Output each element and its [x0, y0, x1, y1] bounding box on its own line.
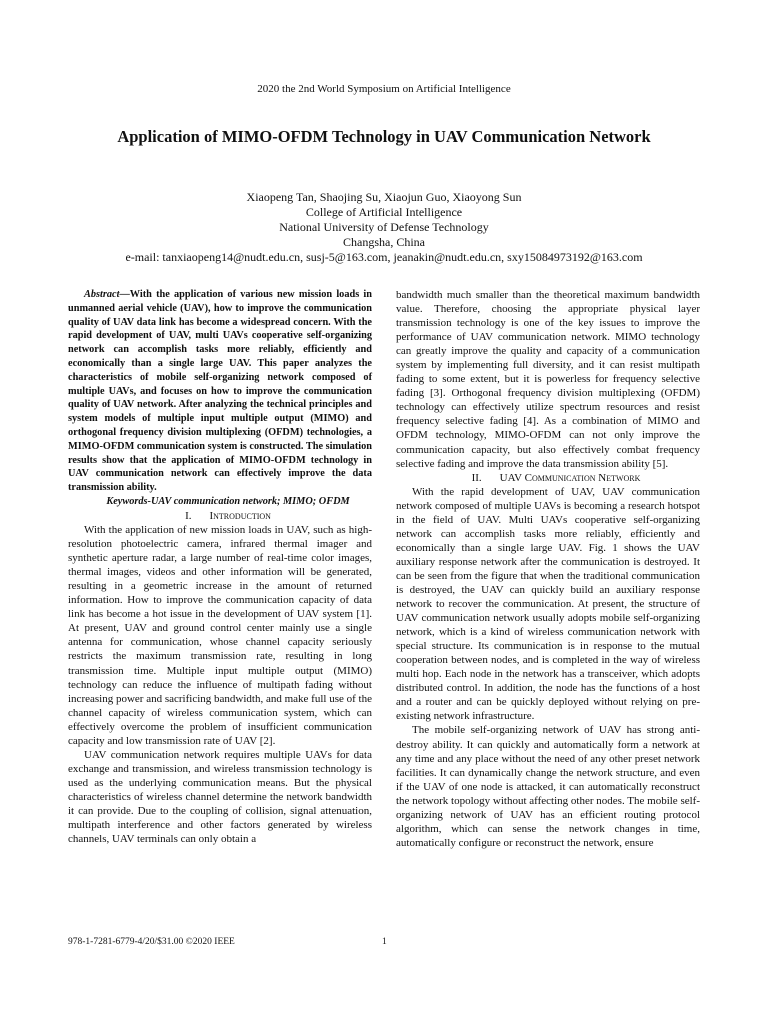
intro-paragraph-3: bandwidth much smaller than the theoretical maximum bandwidth value. Therefore, choosing the appropriate physical layer transmission technology is one of the key issues to improve the performance of UAV communication network. MIMO technology can greatly improve the quality and capacity of a communication system by implementing full diversity, and it can resist multipath fading to some extent, but it is powerless for frequency selective fading [3]. Orthogonal frequency division multiplexing (OFDM) technology can effectively utilize spectrum resources and resist frequency selective fading [4]. As a combination of MIMO and OFDM technology, MIMO-OFDM can not only improve the communication capacity, but also effectively combat frequency selective fading and improve the data transmission ability [5].: [396, 289, 700, 470]
keywords: Keywords-UAV communication network; MIMO; OFDM: [106, 495, 350, 507]
conference-name: 2020 the 2nd World Symposium on Artificial Intelligence: [257, 83, 511, 95]
network-paragraph-2: The mobile self-organizing network of UAV has strong anti-destroy ability. It can quickly and automatically form a network at any time and any place without the need of any other preset network facilities. It can dynamically change the network structure, and even if the UAV of one node is attacked, it can automatically reconstruct the network topology without affecting other nodes. The mobile self-organizing network of UAV has an efficient routing protocol algorithm, which can sense the network changes in time, automatically configure or reconstruct the network, ensure: [396, 724, 700, 849]
section-number: II.: [471, 471, 482, 484]
abstract-body: With the application of various new mission loads in unmanned aerial vehicle (UAV), how to improve the communication quality of UAV data link has become a widespread concern. With the rapid development of UAV, multi UAVs cooperative self-organizing network can accomplish tasks more reliably, efficiently and economically than a single large UAV. This paper analyzes the characteristics of mobile self-organizing network composed of multiple UAVs, and focuses on how to improve the communication quality of UAV network. After analyzing the technical principles and system models of multiple input multiple output (MIMO) and orthogonal frequency division multiplexing (OFDM) technologies, a MIMO-OFDM communication system is constructed. The simulation results show that the application of MIMO-OFDM technology in UAV communication network can effectively improve the data transmission ability.: [68, 289, 372, 494]
section-heading-introduction: [68, 509, 372, 523]
affiliation-college: College of Artificial Intelligence: [305, 205, 463, 219]
section-title: Introduction: [209, 510, 271, 522]
section-heading-uav-network: [396, 471, 700, 485]
intro-paragraph-1: With the application of new mission loads in UAV, such as high-resolution photoelectric camera, infrared thermal imager and synthetic aperture radar, a large number of real-time color images, thermal images, videos and other information will be generated, resulting in a geometric increase in the amount of returned information. How to improve the communication capacity of data link has become a hot issue in the development of UAV system [1]. At present, UAV and ground control center mainly use a single antenna for communication, whose channel capacity seriously restricts the maximum transmission rate, resulting in long transmission time. Multiple input multiple output (MIMO) technology can reduce the influence of multipath fading without increasing power and sacrificing bandwidth, and make full use of the channel capacity of wireless communication system, which can effectively overcome the problem of insufficient communication capacity and low transmission rate of UAV [2].: [68, 524, 372, 747]
affiliation-location: Changsha, China: [343, 235, 425, 249]
paper-title: Application of MIMO-OFDM Technology in UAV Communication Network: [117, 127, 651, 146]
abstract-dash: —: [119, 289, 130, 300]
network-paragraph-1: With the rapid development of UAV, UAV communication network composed of multiple UAVs is becoming a research hotspot in the field of UAV. Multi UAVs cooperative self-organizing network can accomplish tasks more reliably, efficiently and economically than a single large UAV. Fig. 1 shows the UAV auxiliary response network after the communication is destroyed. It can be seen from the figure that when the traditional communication is destroyed, the UAV can quickly build an auxiliary response network to recover the communication. At present, the structure of UAV communication network usually adopts mobile self-organizing network, which is a kind of wireless communication network with special structure. Its communication is in response to the mutual cooperation between nodes, and is completed in the way of wireless multi hop. Each node in the network has a transceiver, which adopts distributed control. In addition, the node has the functions of a host and a router and can be quickly deployed without relying on pre-existing network infrastructure.: [396, 485, 700, 723]
abstract-label: Abstract: [84, 289, 120, 300]
right-column: [396, 288, 700, 850]
affiliation-university: National University of Defense Technology: [279, 220, 489, 234]
intro-paragraph-2: UAV communication network requires multiple UAVs for data exchange and transmission, and wireless transmission technology is used as the underlying communication means. But the physical characteristics of wireless channel determine the network bandwidth it can provide. Due to the coupling of collision, signal attenuation, multipath interference and other factors generated by wireless channels, UAV terminals can only obtain a: [68, 748, 372, 846]
page-number: 1: [382, 937, 387, 947]
left-column: [68, 288, 372, 846]
author-names: Xiaopeng Tan, Shaojing Su, Xiaojun Guo, Xiaoyong Sun: [246, 190, 522, 204]
section-number: I.: [185, 510, 192, 522]
author-block: [0, 190, 768, 265]
abstract: [68, 288, 372, 495]
author-emails: e-mail: tanxiaopeng14@nudt.edu.cn, susj-5@163.com, jeanakin@nudt.edu.cn, sxy15084973192@163.com: [125, 250, 643, 264]
section-title: UAV Communication Network: [499, 471, 641, 484]
copyright-footer: 978-1-7281-6779-4/20/$31.00 ©2020 IEEE: [68, 937, 235, 947]
